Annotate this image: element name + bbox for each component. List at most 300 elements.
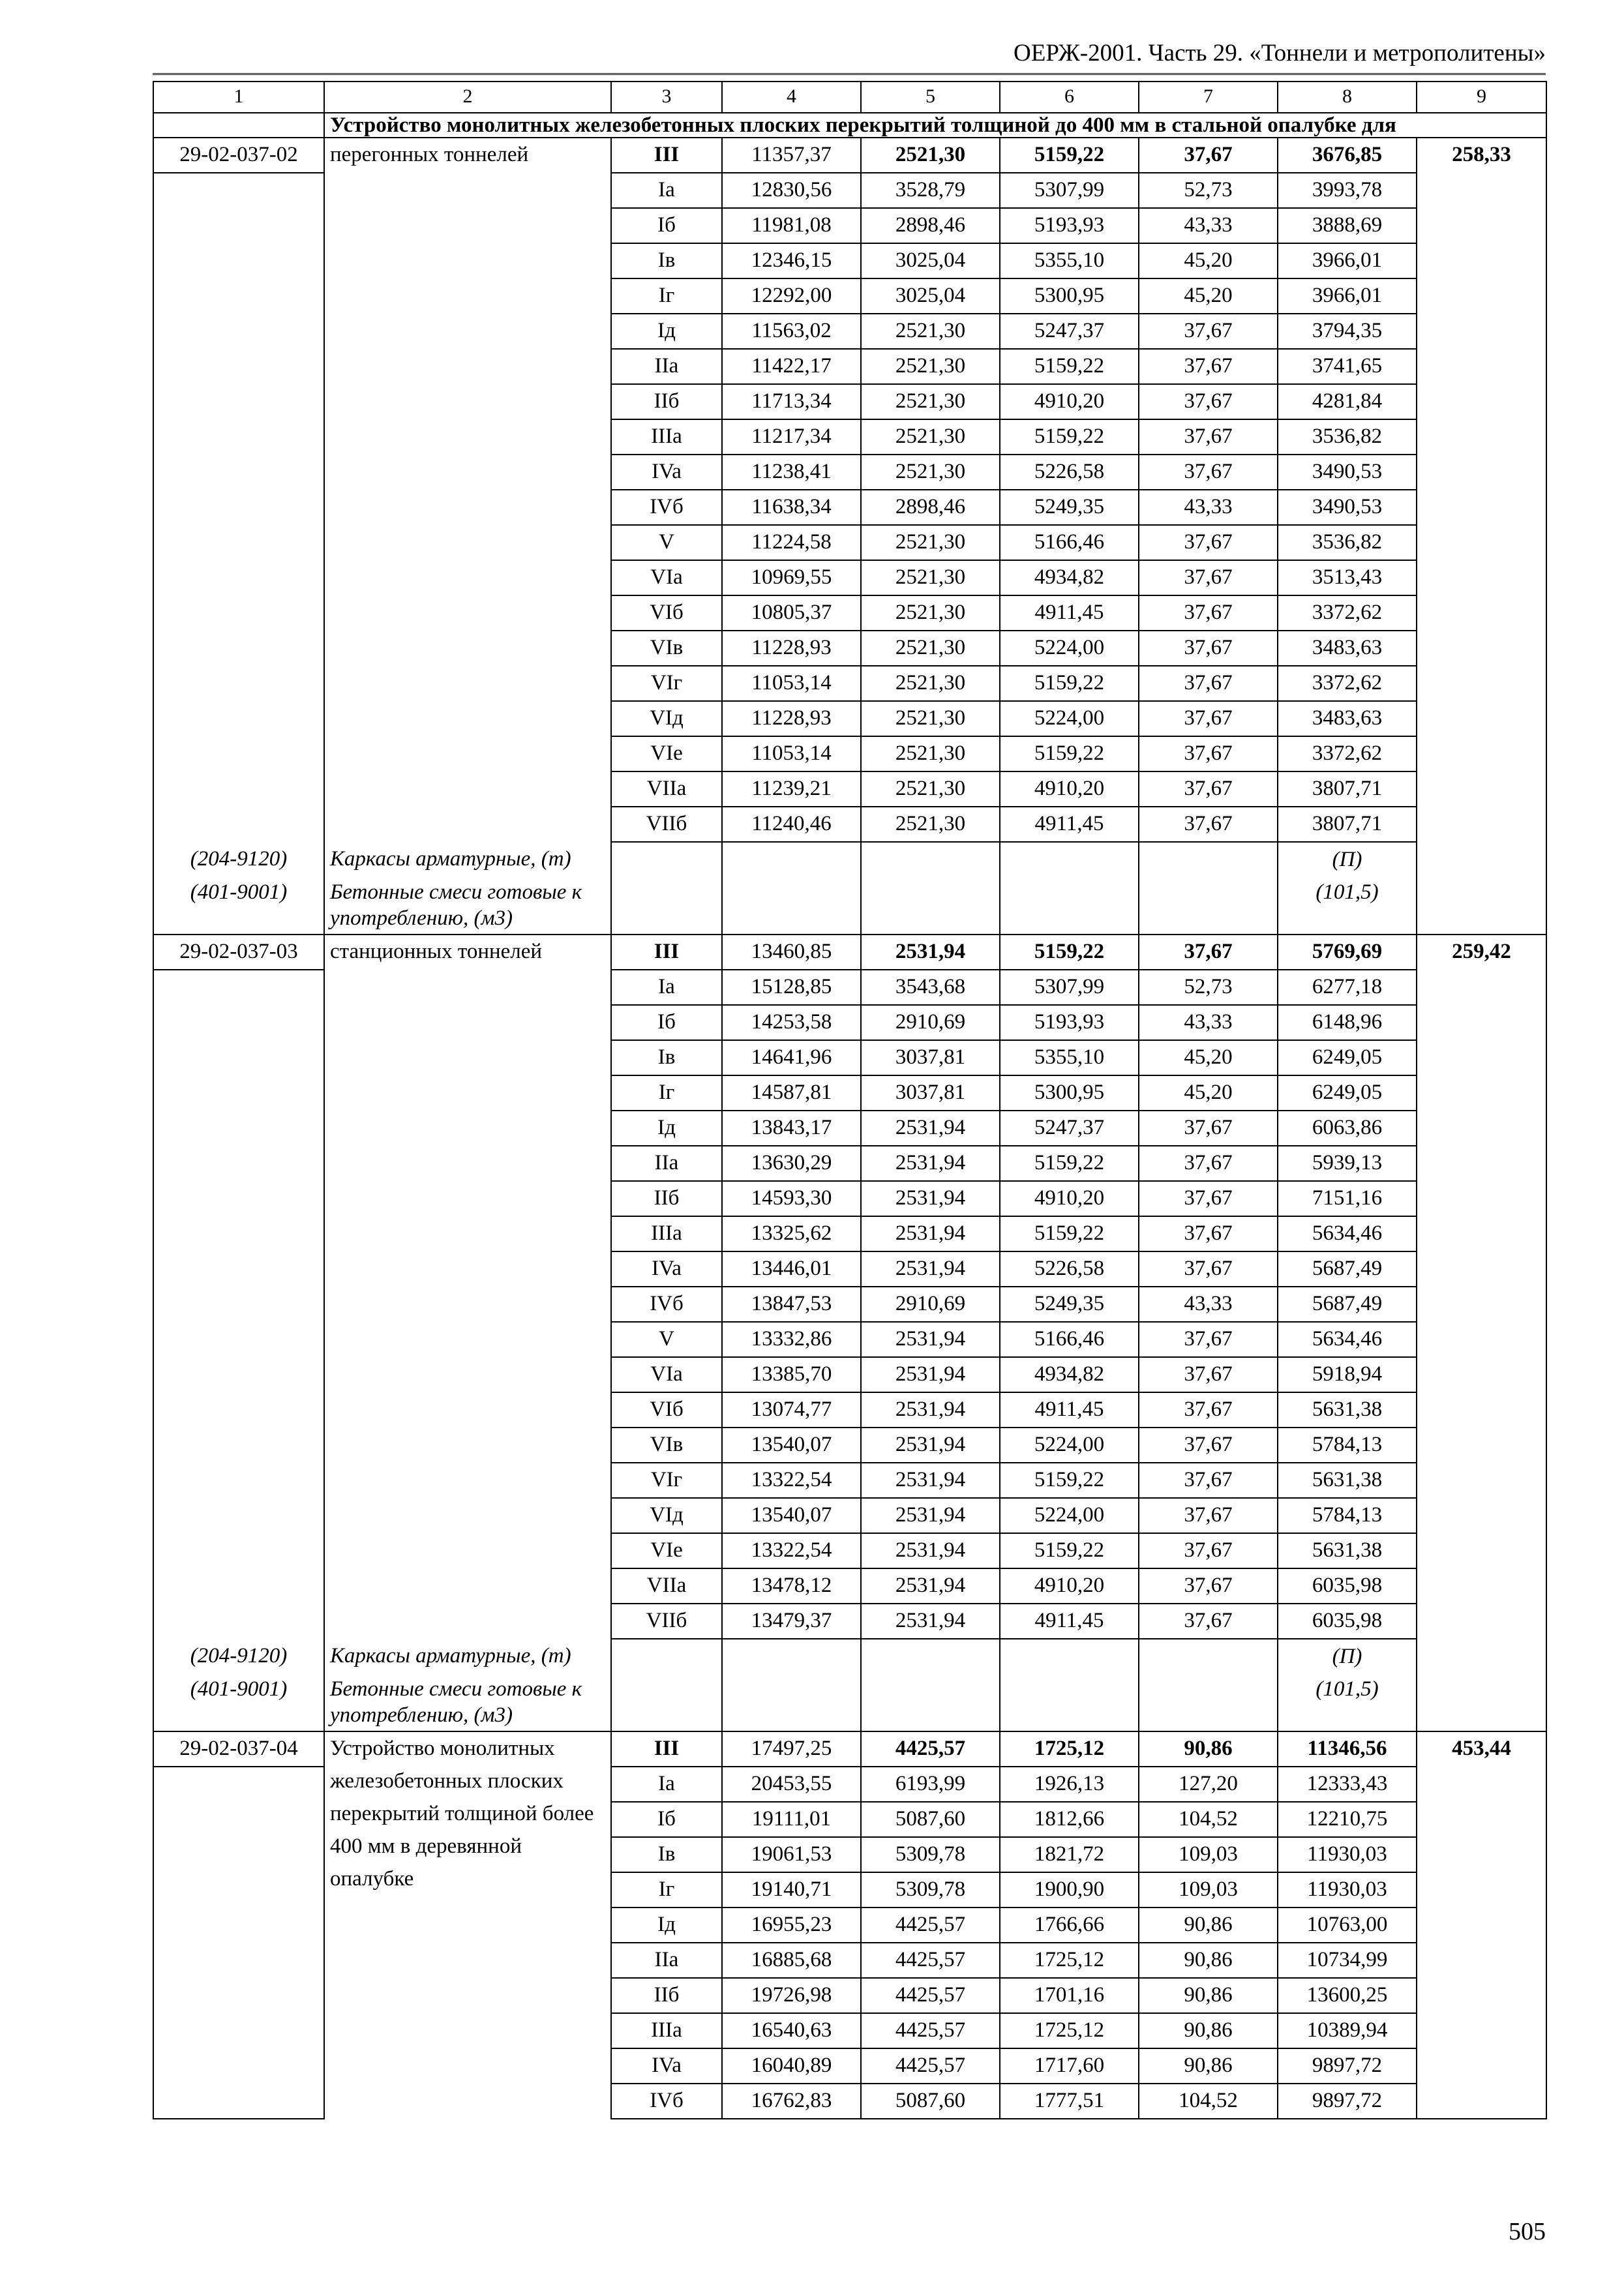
wages-cell: 2898,46	[861, 208, 1000, 243]
machinist-wages-cell: 37,67	[1139, 595, 1278, 631]
machines-cell: 5355,10	[1000, 243, 1139, 278]
rate-name: станционных тоннелей	[324, 935, 611, 1639]
wages-cell: 4425,57	[861, 2013, 1000, 2048]
rate-code-empty	[153, 1287, 324, 1322]
wages-cell: 2531,94	[861, 1322, 1000, 1357]
rate-code-empty	[153, 2048, 324, 2084]
materials-cell: 3483,63	[1278, 631, 1417, 666]
zone-cell: Ia	[611, 970, 722, 1005]
total-cost-cell: 10805,37	[722, 595, 861, 631]
rate-code-empty	[153, 701, 324, 736]
zone-cell: VIe	[611, 736, 722, 771]
machines-cell: 5247,37	[1000, 1111, 1139, 1146]
zone-cell: IIa	[611, 349, 722, 384]
machines-cell: 5159,22	[1000, 419, 1139, 455]
col-number: 8	[1278, 82, 1417, 113]
col-number: 6	[1000, 82, 1139, 113]
zone-cell: IIIa	[611, 419, 722, 455]
zone-cell: IVб	[611, 490, 722, 525]
machinist-wages-cell: 37,67	[1139, 1357, 1278, 1392]
total-cost-cell: 13074,77	[722, 1392, 861, 1428]
resource-name: Бетонные смеси готовые к употреблению, (м3)	[324, 1672, 611, 1731]
machinist-wages-cell: 37,67	[1139, 1392, 1278, 1428]
machines-cell: 5247,37	[1000, 314, 1139, 349]
machinist-wages-cell: 109,03	[1139, 1837, 1278, 1872]
materials-cell: 5634,46	[1278, 1216, 1417, 1251]
wages-cell: 3025,04	[861, 243, 1000, 278]
wages-cell: 2910,69	[861, 1005, 1000, 1040]
zone-cell: VIв	[611, 1428, 722, 1463]
machines-cell: 1812,66	[1000, 1802, 1139, 1837]
wages-cell: 3037,81	[861, 1075, 1000, 1111]
zone-cell: VIa	[611, 1357, 722, 1392]
rate-code-empty	[153, 1908, 324, 1943]
total-cost-cell: 13540,07	[722, 1498, 861, 1533]
resource-row	[153, 1672, 1546, 1731]
materials-cell: 3536,82	[1278, 419, 1417, 455]
zone-cell: IVб	[611, 2084, 722, 2119]
machines-cell: 4910,20	[1000, 771, 1139, 807]
total-cost-cell: 12830,56	[722, 173, 861, 208]
machinist-wages-cell: 43,33	[1139, 490, 1278, 525]
zone-cell: Iб	[611, 1802, 722, 1837]
machinist-wages-cell: 109,03	[1139, 1872, 1278, 1908]
machines-cell: 5300,95	[1000, 1075, 1139, 1111]
total-cost-cell: 14593,30	[722, 1181, 861, 1216]
total-cost-cell: 13325,62	[722, 1216, 861, 1251]
wages-cell: 2531,94	[861, 1568, 1000, 1604]
total-cost-cell: 11981,08	[722, 208, 861, 243]
table-row	[153, 138, 1546, 173]
total-cost-cell: 13479,37	[722, 1604, 861, 1639]
zone-cell: VIa	[611, 560, 722, 595]
rate-code-empty	[153, 1463, 324, 1498]
materials-cell: 6148,96	[1278, 1005, 1417, 1040]
machinist-wages-cell: 37,67	[1139, 1604, 1278, 1639]
empty-cell	[861, 875, 1000, 935]
wages-cell: 2531,94	[861, 1216, 1000, 1251]
materials-cell: 5634,46	[1278, 1322, 1417, 1357]
rate-code-empty	[153, 1251, 324, 1287]
machinist-wages-cell: 37,67	[1139, 935, 1278, 970]
machinist-wages-cell: 104,52	[1139, 2084, 1278, 2119]
rate-code-empty	[153, 1978, 324, 2013]
resource-code: (204-9120)	[153, 842, 324, 875]
materials-cell: 3676,85	[1278, 138, 1417, 173]
machines-cell: 4911,45	[1000, 1604, 1139, 1639]
machinist-wages-cell: 37,67	[1139, 349, 1278, 384]
wages-cell: 4425,57	[861, 1943, 1000, 1978]
total-cost-cell: 16885,68	[722, 1943, 861, 1978]
machinist-wages-cell: 45,20	[1139, 278, 1278, 314]
empty-cell	[861, 1672, 1000, 1731]
materials-cell: 6035,98	[1278, 1604, 1417, 1639]
rate-code-empty	[153, 278, 324, 314]
total-cost-cell: 13460,85	[722, 935, 861, 970]
wages-cell: 2521,30	[861, 631, 1000, 666]
wages-cell: 3528,79	[861, 173, 1000, 208]
machinist-wages-cell: 37,67	[1139, 631, 1278, 666]
machines-cell: 1821,72	[1000, 1837, 1139, 1872]
rate-code: 29-02-037-03	[153, 935, 324, 970]
col-number: 9	[1417, 82, 1546, 113]
total-cost-cell: 13847,53	[722, 1287, 861, 1322]
total-cost-cell: 13843,17	[722, 1111, 861, 1146]
machinist-wages-cell: 37,67	[1139, 1463, 1278, 1498]
wages-cell: 2531,94	[861, 1392, 1000, 1428]
empty-cell	[861, 1639, 1000, 1672]
wages-cell: 4425,57	[861, 1908, 1000, 1943]
machines-cell: 1777,51	[1000, 2084, 1139, 2119]
zone-cell: Iв	[611, 243, 722, 278]
materials-cell: 5769,69	[1278, 935, 1417, 970]
total-cost-cell: 11228,93	[722, 631, 861, 666]
machinist-wages-cell: 43,33	[1139, 208, 1278, 243]
rate-code-empty	[153, 1392, 324, 1428]
machines-cell: 5159,22	[1000, 1463, 1139, 1498]
rate-code-empty	[153, 1943, 324, 1978]
rate-name: Устройство монолитных железобетонных плоских перекрытий толщиной более 400 мм в деревянной опалубке	[324, 1731, 611, 2119]
empty-cell	[1000, 842, 1139, 875]
machines-cell: 5224,00	[1000, 1428, 1139, 1463]
wages-cell: 2521,30	[861, 595, 1000, 631]
total-cost-cell: 11422,17	[722, 349, 861, 384]
machines-cell: 4934,82	[1000, 1357, 1139, 1392]
materials-cell: 11346,56	[1278, 1731, 1417, 1767]
empty-cell	[1000, 875, 1139, 935]
machinist-wages-cell: 90,86	[1139, 1731, 1278, 1767]
wages-cell: 5087,60	[861, 2084, 1000, 2119]
wages-cell: 2531,94	[861, 1463, 1000, 1498]
machines-cell: 5307,99	[1000, 173, 1139, 208]
machines-cell: 1900,90	[1000, 1872, 1139, 1908]
rate-code-empty	[153, 1357, 324, 1392]
total-cost-cell: 11638,34	[722, 490, 861, 525]
machines-cell: 5224,00	[1000, 1498, 1139, 1533]
wages-cell: 2531,94	[861, 1111, 1000, 1146]
wages-cell: 2521,30	[861, 349, 1000, 384]
machinist-wages-cell: 90,86	[1139, 2048, 1278, 2084]
machines-cell: 1717,60	[1000, 2048, 1139, 2084]
header-title: ОЕРЖ-2001. Часть 29. «Тоннели и метрополитены»	[1014, 40, 1546, 67]
wages-cell: 2521,30	[861, 666, 1000, 701]
machinist-wages-cell: 37,67	[1139, 1498, 1278, 1533]
machines-cell: 1926,13	[1000, 1767, 1139, 1802]
machines-cell: 5159,22	[1000, 1216, 1139, 1251]
machines-cell: 5300,95	[1000, 278, 1139, 314]
materials-cell: 6249,05	[1278, 1040, 1417, 1075]
machines-cell: 1701,16	[1000, 1978, 1139, 2013]
empty-cell	[1000, 1672, 1139, 1731]
machines-cell: 5159,22	[1000, 1146, 1139, 1181]
machinist-wages-cell: 37,67	[1139, 1251, 1278, 1287]
zone-cell: VIг	[611, 666, 722, 701]
machines-cell: 5159,22	[1000, 666, 1139, 701]
materials-cell: 6035,98	[1278, 1568, 1417, 1604]
resource-code: (401-9001)	[153, 1672, 324, 1731]
wages-cell: 2531,94	[861, 1428, 1000, 1463]
machines-cell: 5166,46	[1000, 525, 1139, 560]
empty-cell	[722, 1639, 861, 1672]
machines-cell: 4934,82	[1000, 560, 1139, 595]
materials-cell: 11930,03	[1278, 1837, 1417, 1872]
machinist-wages-cell: 127,20	[1139, 1767, 1278, 1802]
machinist-wages-cell: 90,86	[1139, 1943, 1278, 1978]
materials-cell: 10763,00	[1278, 1908, 1417, 1943]
zone-cell: IVa	[611, 2048, 722, 2084]
col-number: 7	[1139, 82, 1278, 113]
machinist-wages-cell: 37,67	[1139, 455, 1278, 490]
resource-code: (401-9001)	[153, 875, 324, 935]
total-cost-cell: 19111,01	[722, 1802, 861, 1837]
resource-row	[153, 1639, 1546, 1672]
machines-cell: 5224,00	[1000, 701, 1139, 736]
labor-cost-total: 453,44	[1417, 1731, 1546, 2119]
rate-code-empty	[153, 1533, 324, 1568]
rate-code-empty	[153, 970, 324, 1005]
materials-cell: 7151,16	[1278, 1181, 1417, 1216]
total-cost-cell: 16762,83	[722, 2084, 861, 2119]
resource-name: Бетонные смеси готовые к употреблению, (м3)	[324, 875, 611, 935]
rate-code-empty	[153, 1040, 324, 1075]
zone-cell: IVa	[611, 1251, 722, 1287]
machinist-wages-cell: 90,86	[1139, 1908, 1278, 1943]
table-row	[153, 935, 1546, 970]
wages-cell: 2521,30	[861, 560, 1000, 595]
materials-cell: 9897,72	[1278, 2084, 1417, 2119]
resource-value: (П)	[1278, 1639, 1417, 1672]
machines-cell: 5307,99	[1000, 970, 1139, 1005]
materials-cell: 3966,01	[1278, 243, 1417, 278]
zone-cell: VIe	[611, 1533, 722, 1568]
empty-cell	[1000, 1639, 1139, 1672]
empty-cell	[722, 1672, 861, 1731]
materials-cell: 6249,05	[1278, 1075, 1417, 1111]
zone-cell: III	[611, 935, 722, 970]
total-cost-cell: 11563,02	[722, 314, 861, 349]
wages-cell: 2521,30	[861, 701, 1000, 736]
materials-cell: 11930,03	[1278, 1872, 1417, 1908]
zone-cell: VIд	[611, 701, 722, 736]
rate-code-empty	[153, 349, 324, 384]
rate-code-empty	[153, 1428, 324, 1463]
machinist-wages-cell: 43,33	[1139, 1005, 1278, 1040]
machines-cell: 5193,93	[1000, 208, 1139, 243]
page-header	[153, 37, 1546, 75]
wages-cell: 5087,60	[861, 1802, 1000, 1837]
materials-cell: 3490,53	[1278, 490, 1417, 525]
total-cost-cell: 11713,34	[722, 384, 861, 419]
total-cost-cell: 11228,93	[722, 701, 861, 736]
rate-code-empty	[153, 173, 324, 208]
machinist-wages-cell: 45,20	[1139, 1040, 1278, 1075]
machines-cell: 1725,12	[1000, 2013, 1139, 2048]
total-cost-cell: 11239,21	[722, 771, 861, 807]
machines-cell: 4911,45	[1000, 595, 1139, 631]
total-cost-cell: 19061,53	[722, 1837, 861, 1872]
materials-cell: 3372,62	[1278, 666, 1417, 701]
total-cost-cell: 16955,23	[722, 1908, 861, 1943]
machinist-wages-cell: 37,67	[1139, 419, 1278, 455]
machines-cell: 5226,58	[1000, 455, 1139, 490]
wages-cell: 2521,30	[861, 384, 1000, 419]
rate-code-empty	[153, 2084, 324, 2119]
total-cost-cell: 16540,63	[722, 2013, 861, 2048]
materials-cell: 5687,49	[1278, 1251, 1417, 1287]
total-cost-cell: 13332,86	[722, 1322, 861, 1357]
wages-cell: 2521,30	[861, 314, 1000, 349]
resource-value: (101,5)	[1278, 1672, 1417, 1731]
materials-cell: 3372,62	[1278, 736, 1417, 771]
zone-cell: Ia	[611, 173, 722, 208]
resource-code: (204-9120)	[153, 1639, 324, 1672]
resource-row	[153, 842, 1546, 875]
total-cost-cell: 10969,55	[722, 560, 861, 595]
zone-cell: Iд	[611, 1908, 722, 1943]
table-row	[153, 1731, 1546, 1767]
rate-code-empty	[153, 1005, 324, 1040]
materials-cell: 13600,25	[1278, 1978, 1417, 2013]
machinist-wages-cell: 90,86	[1139, 2013, 1278, 2048]
column-numbers-row	[153, 82, 1546, 113]
materials-cell: 3993,78	[1278, 173, 1417, 208]
materials-cell: 5687,49	[1278, 1287, 1417, 1322]
total-cost-cell: 11217,34	[722, 419, 861, 455]
empty-cell	[1139, 875, 1278, 935]
machinist-wages-cell: 90,86	[1139, 1978, 1278, 2013]
materials-cell: 12210,75	[1278, 1802, 1417, 1837]
materials-cell: 5784,13	[1278, 1498, 1417, 1533]
machines-cell: 5159,22	[1000, 736, 1139, 771]
machinist-wages-cell: 52,73	[1139, 173, 1278, 208]
machinist-wages-cell: 45,20	[1139, 1075, 1278, 1111]
rate-code-empty	[153, 1802, 324, 1837]
total-cost-cell: 11240,46	[722, 807, 861, 842]
wages-cell: 2898,46	[861, 490, 1000, 525]
rate-code-empty	[153, 243, 324, 278]
rate-code-empty	[153, 1181, 324, 1216]
materials-cell: 3513,43	[1278, 560, 1417, 595]
zone-cell: VIIa	[611, 1568, 722, 1604]
wages-cell: 4425,57	[861, 1731, 1000, 1767]
rate-code-empty	[153, 1075, 324, 1111]
total-cost-cell: 16040,89	[722, 2048, 861, 2084]
zone-cell: VIIб	[611, 807, 722, 842]
wages-cell: 2531,94	[861, 1357, 1000, 1392]
total-cost-cell: 14641,96	[722, 1040, 861, 1075]
total-cost-cell: 11053,14	[722, 736, 861, 771]
rate-code-empty	[153, 771, 324, 807]
materials-cell: 3490,53	[1278, 455, 1417, 490]
labor-cost-total: 258,33	[1417, 138, 1546, 935]
machines-cell: 5355,10	[1000, 1040, 1139, 1075]
col-number: 3	[611, 82, 722, 113]
empty-cell	[722, 875, 861, 935]
machinist-wages-cell: 37,67	[1139, 1322, 1278, 1357]
machinist-wages-cell: 37,67	[1139, 1568, 1278, 1604]
total-cost-cell: 17497,25	[722, 1731, 861, 1767]
wages-cell: 2521,30	[861, 455, 1000, 490]
zone-cell: III	[611, 138, 722, 173]
wages-cell: 2521,30	[861, 771, 1000, 807]
machines-cell: 4910,20	[1000, 1568, 1139, 1604]
zone-cell: Iд	[611, 1111, 722, 1146]
empty-cell	[611, 1672, 722, 1731]
materials-cell: 9897,72	[1278, 2048, 1417, 2084]
total-cost-cell: 13446,01	[722, 1251, 861, 1287]
rate-code-empty	[153, 1568, 324, 1604]
machinist-wages-cell: 37,67	[1139, 525, 1278, 560]
rate-code-empty	[153, 1498, 324, 1533]
machines-cell: 5226,58	[1000, 1251, 1139, 1287]
total-cost-cell: 20453,55	[722, 1767, 861, 1802]
rate-code-empty	[153, 1837, 324, 1872]
resource-name: Каркасы арматурные, (т)	[324, 842, 611, 875]
total-cost-cell: 13540,07	[722, 1428, 861, 1463]
labor-cost-total: 259,42	[1417, 935, 1546, 1731]
zone-cell: Iб	[611, 208, 722, 243]
col-number: 1	[153, 82, 324, 113]
wages-cell: 4425,57	[861, 1978, 1000, 2013]
machines-cell: 4910,20	[1000, 384, 1139, 419]
materials-cell: 10734,99	[1278, 1943, 1417, 1978]
zone-cell: Iд	[611, 314, 722, 349]
col-number: 4	[722, 82, 861, 113]
machinist-wages-cell: 37,67	[1139, 1216, 1278, 1251]
rate-code-empty	[153, 455, 324, 490]
zone-cell: IVб	[611, 1287, 722, 1322]
total-cost-cell: 11357,37	[722, 138, 861, 173]
rate-code-empty	[153, 807, 324, 842]
zone-cell: Ia	[611, 1767, 722, 1802]
total-cost-cell: 11224,58	[722, 525, 861, 560]
total-cost-cell: 13478,12	[722, 1568, 861, 1604]
zone-cell: VIIa	[611, 771, 722, 807]
wages-cell: 2521,30	[861, 736, 1000, 771]
wages-cell: 4425,57	[861, 2048, 1000, 2084]
zone-cell: IIa	[611, 1146, 722, 1181]
col-number: 5	[861, 82, 1000, 113]
machinist-wages-cell: 37,67	[1139, 1428, 1278, 1463]
resource-name: Каркасы арматурные, (т)	[324, 1639, 611, 1672]
total-cost-cell: 11238,41	[722, 455, 861, 490]
materials-cell: 3888,69	[1278, 208, 1417, 243]
machinist-wages-cell: 45,20	[1139, 243, 1278, 278]
wages-cell: 3025,04	[861, 278, 1000, 314]
wages-cell: 2531,94	[861, 935, 1000, 970]
machinist-wages-cell: 37,67	[1139, 1111, 1278, 1146]
materials-cell: 5784,13	[1278, 1428, 1417, 1463]
rate-code-empty	[153, 1322, 324, 1357]
machinist-wages-cell: 37,67	[1139, 1181, 1278, 1216]
zone-cell: V	[611, 525, 722, 560]
wages-cell: 2521,30	[861, 525, 1000, 560]
machines-cell: 4910,20	[1000, 1181, 1139, 1216]
zone-cell: IIa	[611, 1943, 722, 1978]
zone-cell: VIв	[611, 631, 722, 666]
rate-code-empty	[153, 419, 324, 455]
materials-cell: 3807,71	[1278, 807, 1417, 842]
wages-cell: 2521,30	[861, 138, 1000, 173]
machinist-wages-cell: 37,67	[1139, 384, 1278, 419]
rate-code-empty	[153, 1767, 324, 1802]
rate-code-empty	[153, 1604, 324, 1639]
total-cost-cell: 12292,00	[722, 278, 861, 314]
total-cost-cell: 11053,14	[722, 666, 861, 701]
zone-cell: Iв	[611, 1040, 722, 1075]
rate-code: 29-02-037-02	[153, 138, 324, 173]
empty-cell	[722, 842, 861, 875]
